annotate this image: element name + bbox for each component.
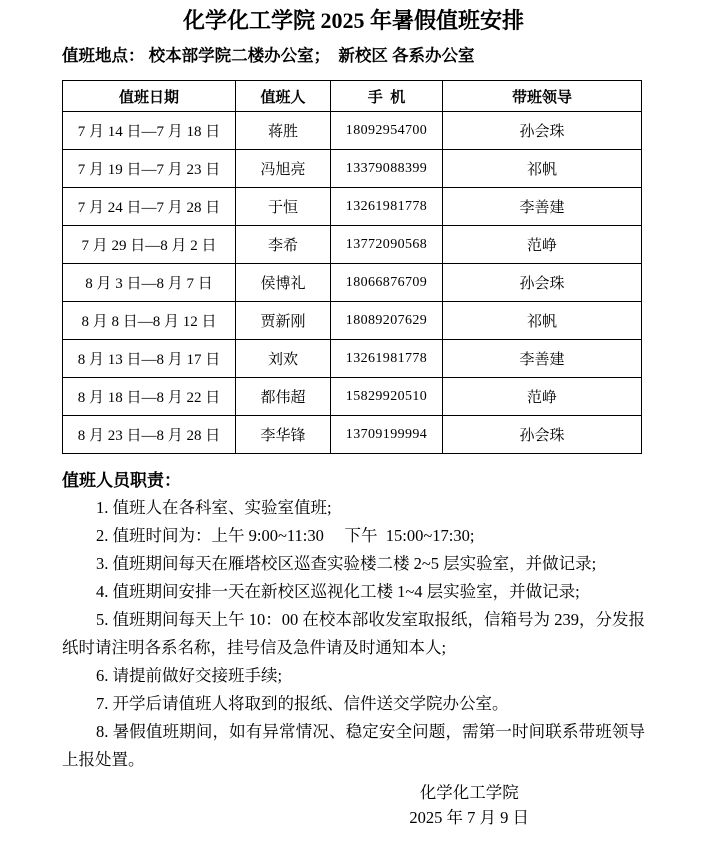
document-title: 化学化工学院 2025 年暑假值班安排: [182, 8, 524, 33]
signature-org: 化学化工学院: [419, 783, 519, 802]
leader-cell: 孙会珠: [443, 264, 642, 302]
column-header-date: 值班日期: [63, 81, 236, 112]
leader-cell: 范峥: [443, 378, 642, 416]
phone-cell: 18066876709: [331, 264, 443, 302]
duty-item-6: 6. 请提前做好交接班手续;: [96, 666, 283, 685]
table-row: [63, 302, 642, 340]
table-row: [63, 264, 642, 302]
duty-person-cell: 于恒: [236, 188, 331, 226]
duty-person-cell: 冯旭亮: [236, 150, 331, 188]
duty-date-cell: 8 月 23 日—8 月 28 日: [63, 416, 236, 454]
duty-person-cell: 李希: [236, 226, 331, 264]
phone-cell: 15829920510: [331, 378, 443, 416]
leader-cell: 李善建: [443, 188, 642, 226]
phone-cell: 13709199994: [331, 416, 443, 454]
table-row: [63, 226, 642, 264]
duty-item-1: 1. 值班人在各科室、实验室值班;: [96, 498, 332, 517]
duty-location-line: 值班地点： 校本部学院二楼办公室； 新校区 各系办公室: [62, 46, 475, 65]
signature-block: [409, 780, 529, 830]
duties-heading: 值班人员职责：: [62, 471, 181, 490]
duty-date-cell: 7 月 19 日—7 月 23 日: [63, 150, 236, 188]
duty-person-cell: 贾新刚: [236, 302, 331, 340]
duty-person-cell: 李华锋: [236, 416, 331, 454]
duty-date-cell: 7 月 29 日—8 月 2 日: [63, 226, 236, 264]
leader-cell: 孙会珠: [443, 112, 642, 150]
duty-date-cell: 8 月 13 日—8 月 17 日: [63, 340, 236, 378]
table-row: [63, 378, 642, 416]
duty-schedule-table: [62, 80, 642, 454]
duty-date-cell: 7 月 24 日—7 月 28 日: [63, 188, 236, 226]
leader-cell: 孙会珠: [443, 416, 642, 454]
duty-date-cell: 8 月 18 日—8 月 22 日: [63, 378, 236, 416]
table-row: [63, 340, 642, 378]
phone-cell: 13379088399: [331, 150, 443, 188]
column-header-phone: 手 机: [331, 81, 443, 112]
duty-item-5: 5. 值班期间每天上午 10：00 在校本部收发室取报纸，信箱号为 239，分发报纸时请注明各系名称，挂号信及急件请及时通知本人;: [62, 610, 645, 657]
duty-item-8: 8. 暑假值班期间，如有异常情况、稳定安全问题，需第一时间联系带班领导上报处置。: [62, 722, 645, 769]
phone-cell: 13772090568: [331, 226, 443, 264]
duty-date-cell: 8 月 8 日—8 月 12 日: [63, 302, 236, 340]
leader-cell: 祁帆: [443, 302, 642, 340]
table-header-row: [63, 81, 642, 112]
duty-item-4: 4. 值班期间安排一天在新校区巡视化工楼 1~4 层实验室，并做记录;: [96, 582, 580, 601]
signature-date: 2025 年 7 月 9 日: [409, 808, 529, 827]
table-row: [63, 112, 642, 150]
duty-item-3: 3. 值班期间每天在雁塔校区巡查实验楼二楼 2~5 层实验室，并做记录;: [96, 554, 597, 573]
table-row: [63, 416, 642, 454]
leader-cell: 祁帆: [443, 150, 642, 188]
duty-person-cell: 蒋胜: [236, 112, 331, 150]
table-row: [63, 188, 642, 226]
duty-item-2: 2. 值班时间为：上午 9:00~11:30 下午 15:00~17:30;: [96, 526, 475, 545]
duty-item-7: 7. 开学后请值班人将取到的报纸、信件送交学院办公室。: [96, 694, 509, 713]
phone-cell: 13261981778: [331, 340, 443, 378]
duty-person-cell: 刘欢: [236, 340, 331, 378]
phone-cell: 13261981778: [331, 188, 443, 226]
duty-person-cell: 侯博礼: [236, 264, 331, 302]
phone-cell: 18092954700: [331, 112, 443, 150]
column-header-leader: 带班领导: [443, 81, 642, 112]
leader-cell: 范峥: [443, 226, 642, 264]
phone-cell: 18089207629: [331, 302, 443, 340]
table-row: [63, 150, 642, 188]
duty-person-cell: 都伟超: [236, 378, 331, 416]
leader-cell: 李善建: [443, 340, 642, 378]
duty-date-cell: 8 月 3 日—8 月 7 日: [63, 264, 236, 302]
duty-date-cell: 7 月 14 日—7 月 18 日: [63, 112, 236, 150]
column-header-person: 值班人: [236, 81, 331, 112]
